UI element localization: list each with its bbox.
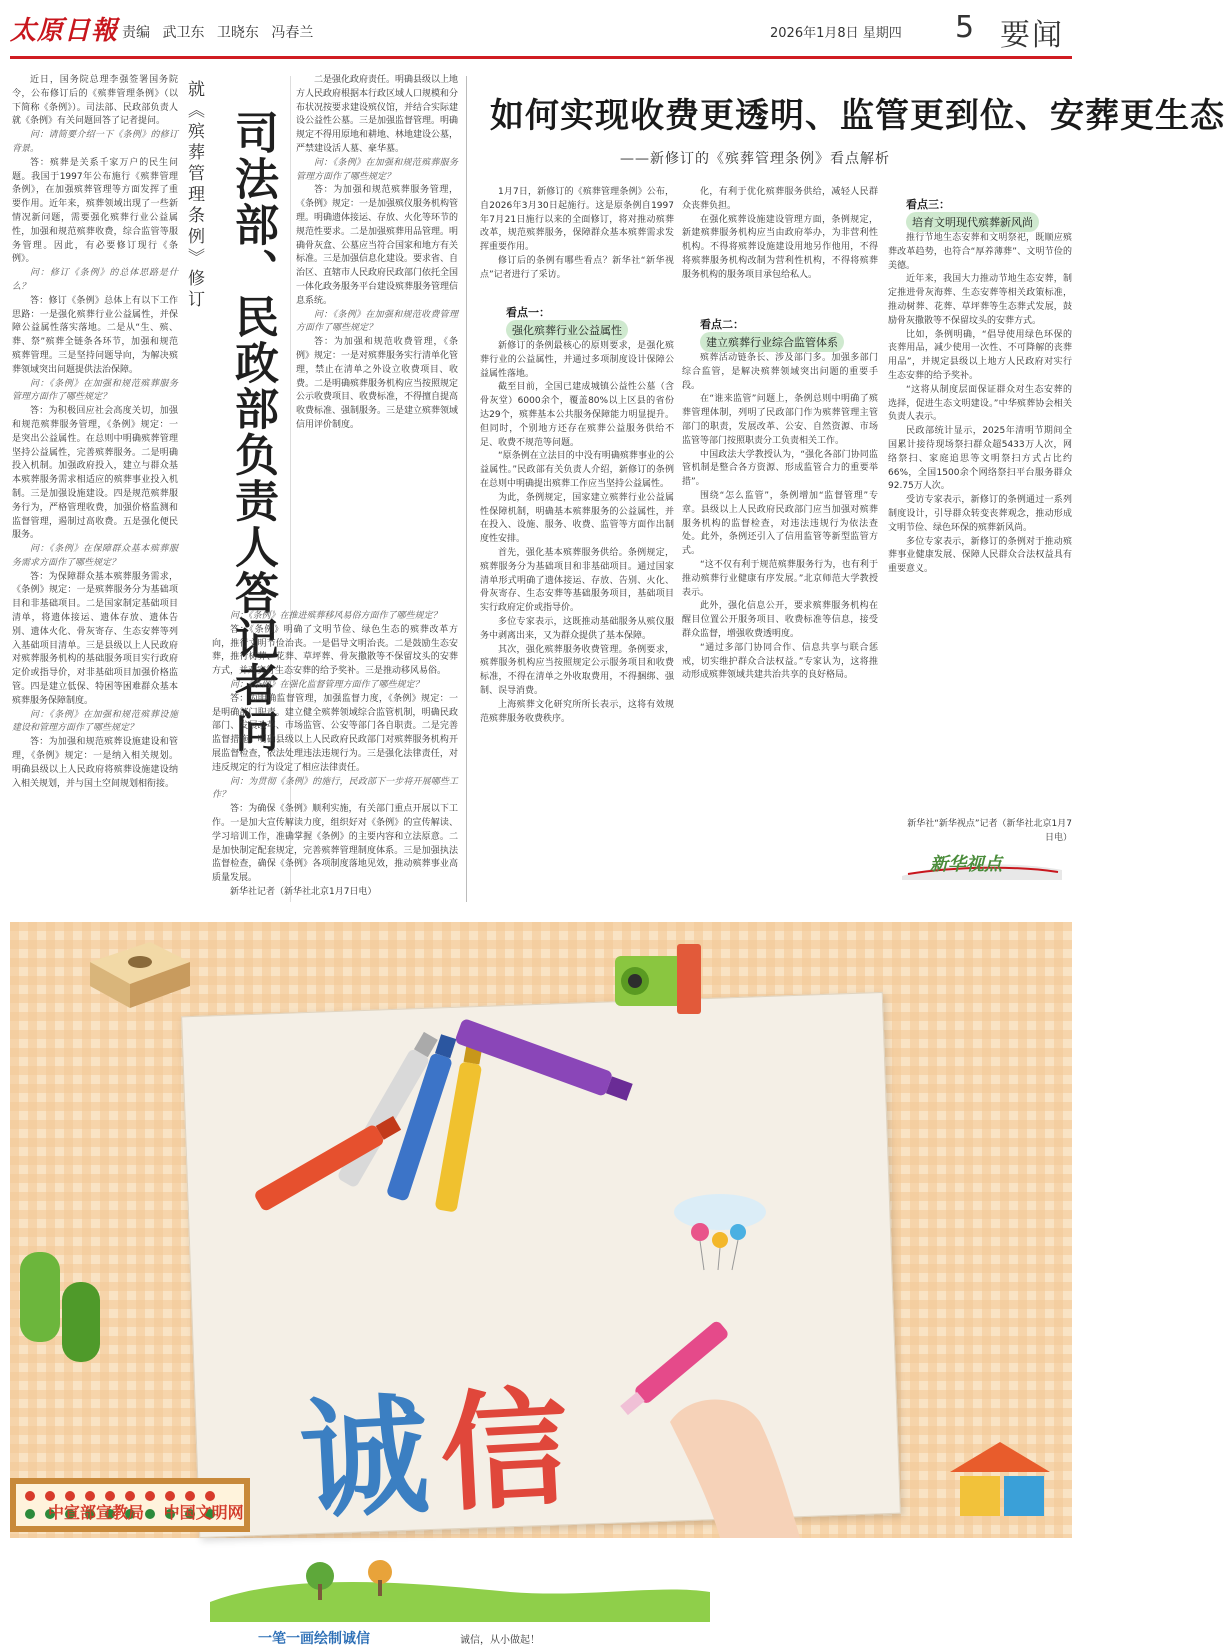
- interview-column-2-top: [296, 74, 458, 606]
- paragraph: 问：《条例》在加强和规范殡葬服务管理方面作了哪些规定？: [12, 378, 178, 403]
- paragraph: 问：《条例》在加强和规范殡葬设施建设和管理方面作了哪些规定？: [12, 709, 178, 734]
- article-divider: [466, 76, 467, 902]
- poster-title-char-1: 诚: [296, 1381, 445, 1538]
- paragraph: 问：请简要介绍一下《条例》的修订背景。: [12, 130, 178, 154]
- point-2-title: 建立殡葬行业综合监管体系: [700, 332, 844, 352]
- paragraph: 答：为加强和规范殡葬设施建设和管理，《条例》规定：一是纳入相关规划。明确县级以上人民政府将殡葬设施建设纳入相关规划，并与国土空间规划相衔接。: [12, 737, 178, 789]
- point-1-label: 看点一：: [506, 306, 550, 319]
- paragraph: 首先，强化基本殡葬服务供给。条例规定，殡葬服务分为基础项目和非基础项目。通过国家清单形式明确了遗体接运、存放、告别、火化、骨灰寄存、生态安葬等基础服务项目，基础项目实行政府定价或指导价。: [480, 547, 674, 614]
- page-number: 5: [955, 10, 975, 45]
- masthead-rule: [10, 56, 1072, 59]
- paragraph: 此外，强化信息公开，要求殡葬服务机构在醒目位置公开服务项目、收费标准等信息，接受群众监督，增强收费透明度。: [682, 601, 878, 639]
- poster-credits: 中宣部宣教局 中国文明网: [48, 1503, 244, 1522]
- paragraph: 在“谁来监管”问题上，条例总则中明确了殡葬管理体制，列明了民政部门作为殡葬管理主管部门的职责，发展改革、公安、自然资源、市场监管等部门按照职责分工负责相关工作。: [682, 394, 878, 446]
- paragraph: 修订后的条例有哪些看点？新华社“新华视点”记者进行了采访。: [480, 255, 674, 280]
- issue-date: 2026年1月8日 星期四: [770, 26, 902, 41]
- balloons-icon: [660, 1172, 800, 1272]
- paragraph: 受访专家表示，新修订的条例通过一系列制度设计，引导群众转变丧葬观念，推动形成文明节俭、绿色环保的殡葬新风尚。: [888, 495, 1072, 533]
- paragraph: 问：《条例》在加强和规范殡葬服务管理方面作了哪些规定？: [296, 157, 458, 182]
- feature-column-2: [682, 352, 878, 904]
- paragraph: 问：《条例》在强化监督管理方面作了哪些规定？: [230, 679, 424, 690]
- public-service-poster: [10, 922, 1072, 1647]
- paragraph: 比如，条例明确，“倡导使用绿色环保的丧葬用品，减少使用一次性、不可降解的丧葬用品”，并规定县级以上地方人民政府对实行生态安葬的给予奖补。: [888, 329, 1072, 381]
- paragraph: 上海殡葬文化研究所所长表示，这将有效规范殡葬服务收费秩序。: [480, 699, 674, 724]
- brand-label: 新华视点: [930, 854, 1002, 875]
- feature-intro: [480, 186, 674, 300]
- grass-scene: [210, 1532, 710, 1622]
- paragraph: 在强化殡葬设施建设管理方面，条例规定，新建殡葬服务机构应当由政府举办，为非营利性机构。不得将殡葬设施建设用地另作他用，不得将殡葬服务机构改制为营利性机构，不得将殡葬服务机构的服务项目承包给私人。: [682, 214, 878, 280]
- paragraph: 近日，国务院总理李强签署国务院令，公布修订后的《殡葬管理条例》（以下简称《条例》）。司法部、民政部负责人就《条例》有关问题回答了记者提问。: [12, 75, 178, 127]
- poster-title-char-2: 信: [436, 1373, 585, 1530]
- point-2-label: 看点二：: [700, 318, 744, 331]
- feature-column-3: [888, 232, 1072, 816]
- interview-column-1: [12, 74, 178, 904]
- paragraph: 化，有利于优化殡葬服务供给，减轻人民群众丧葬负担。: [682, 187, 878, 211]
- paragraph: “通过多部门协同合作、信息共享与联合惩戒，切实维护群众合法权益。”专家认为，这将推动形成殡葬领域共建共治共享的良好格局。: [682, 642, 878, 681]
- paragraph: 中国政法大学教授认为，“强化各部门协同监管机制是整合各方资源、形成监管合力的重要举措”。: [682, 449, 878, 488]
- feature-byline: 新华社“新华视点”记者（新华社北京1月7日电）: [907, 819, 1072, 843]
- paragraph: 围绕“怎么监管”，条例增加“监督管理”专章。县级以上人民政府民政部门应当加强对殡葬服务机构的监督检查，对违法违规行为依法查处。此外，条例还引入了信用监管等新型监管方式。: [682, 490, 878, 557]
- paragraph: 答：为明确监督管理，加强监督力度，《条例》规定：一是明确部门职责。建立健全殡葬领域综合监管机制，明确民政部门、发展改革、市场监管、公安等部门各自职责。二是完善监督措施。明确县级以上人民政府民政部门对殡葬服务机构开展监督检查，依法处理违法违规行为。三是强化法律责任，对违反规定的行为设定了相应法律责任。: [212, 693, 458, 773]
- paragraph: 答：殡葬是关系千家万户的民生问题。我国于1997年公布施行《殡葬管理条例》，在加强殡葬管理等方面发挥了重要作用。近年来，殡葬领域出现了一些新情况新问题，需要强化殡葬行业公益属性，加强和规范殡葬收费，综合监管等服务管理。因此，有必要修订现行《条例》。: [12, 157, 178, 265]
- point-1-title: 强化殡葬行业公益属性: [506, 320, 628, 340]
- paragraph: 二是强化政府责任。明确县级以上地方人民政府根据本行政区域人口规模和分布状况按要求建设殡仪馆，并结合实际建设公益性公墓。三是加强监督管理。明确规定不得用原地和耕地、林地建设公墓，严禁建设活人墓、豪华墓。: [296, 75, 459, 154]
- interview-column-2-bottom: [212, 610, 458, 904]
- point-3-label: 看点三：: [906, 198, 950, 211]
- editors-line: 责编 武卫东 卫晓东 冯春兰: [122, 25, 314, 41]
- paragraph: 新修订的条例最核心的原则要求，是强化殡葬行业的公益属性，并通过多项制度设计保障公益属性落地。: [480, 341, 674, 379]
- paragraph: “这不仅有利于规范殡葬服务行为，也有利于推动殡葬行业健康有序发展。”北京师范大学教授表示。: [682, 559, 878, 598]
- paragraph: 近年来，我国大力推动节地生态安葬，制定推进骨灰海葬、生态安葬等相关政策标准，推动树葬、花葬、草坪葬等生态葬式发展，鼓励骨灰撒散等不保留坟头的安葬方式。: [888, 274, 1072, 326]
- feature-column-2-intro: [682, 186, 878, 310]
- interview-kicker: 就《殡葬管理条例》修订: [184, 80, 204, 311]
- paragraph: 答：为加强和规范殡葬服务管理，《条例》规定：一是加强殡仪服务机构管理。明确遗体接运、存放、火化等环节的规范性要求。二是加强殡葬用品管理。明确骨灰盒、公墓应当符合国家和地方有关标准。三是加强信息化建设。要求省、自治区、直辖市人民政府民政部门依托全国一体化政务服务平台建设殡葬服务管理信息系统。: [296, 185, 459, 306]
- paragraph: 其次，强化殡葬服务收费管理。条例要求，殡葬服务机构应当按照规定公示服务项目和收费标准，不得在清单之外收取费用，不得捆绑、强制、误导消费。: [480, 644, 674, 696]
- green-cylinders-icon: [10, 1242, 110, 1432]
- newspaper-logo: 太原日報: [10, 16, 119, 46]
- paragraph: 问：《条例》在推进殡葬移风易俗方面作了哪些规定？: [230, 611, 442, 621]
- paragraph: 问：《条例》在保障群众基本殡葬服务需求方面作了哪些规定？: [12, 544, 178, 568]
- paragraph: “这将从制度层面保证群众对生态安葬的选择，促进生态文明建设。”中华殡葬协会相关负责人表示。: [888, 384, 1072, 423]
- paragraph: 问：《条例》在加强和规范收费管理方面作了哪些规定？: [296, 309, 458, 334]
- child-hand-icon: [600, 1312, 820, 1538]
- paragraph: 民政部统计显示，2025年清明节期间全国累计接待现场祭扫群众超5433万人次，网络祭扫、家庭追思等文明祭扫方式占比约66%，全国1500余个网络祭扫平台服务群众92.75万人次。: [888, 426, 1072, 492]
- paragraph: 为此，条例规定，国家建立殡葬行业公益属性保障机制，明确基本殡葬服务的公益属性，并在投入、设施、服务、收费、监管等方面作出制度性安排。: [480, 492, 674, 545]
- paragraph: 问：修订《条例》的总体思路是什么？: [12, 268, 178, 292]
- paragraph: 问：为贯彻《条例》的施行，民政部下一步将开展哪些工作？: [212, 776, 458, 801]
- paragraph: 截至目前，全国已建成城镇公益性公墓（含骨灰堂）6000余个，覆盖80%以上区县的省份达29个，殡葬基本公共服务保障能力明显提升。但同时，个别地方还存在殡葬公益服务供给不足、收费不规范等问题。: [480, 382, 674, 448]
- masthead: [0, 0, 1080, 58]
- paragraph: 答：修订《条例》总体上有以下工作思路：一是强化殡葬行业公益属性，并保障公益属性落实落地。二是从“生、殡、葬、祭”殡葬全链条各环节，加强和规范殡葬管理。三是坚持问题导向，为解决殡葬领域突出问题提供法治保障。: [12, 295, 178, 375]
- paragraph: 多位专家表示，这既推动基础服务从殡仪服务中剥离出来，又为群众提供了基本保障。: [480, 616, 674, 641]
- poster-slogan: 一笔一画绘制诚信: [258, 1631, 370, 1647]
- paragraph: 答：为保障群众基本殡葬服务需求，《条例》规定：一是殡葬服务分为基础项目和非基础项目。二是国家制定基础项目清单，将遗体接运、遗体存放、遗体告别、遗体火化、骨灰寄存、生态安葬等列入基础项目清单。三是县级以上人民政府对殡葬服务机构的基础服务项目实行政府定价或指导价，对非基础项目加强价格监管。四是建立低保、特困等困难群众基本殡葬服务保障制度。: [12, 571, 178, 706]
- section-name: 要闻: [1000, 18, 1064, 53]
- paragraph: “原条例在立法目的中没有明确殡葬事业的公益属性。”民政部有关负责人介绍，新修订的条例在总则中明确提出殡葬工作应当坚持公益属性。: [480, 451, 674, 489]
- colored-blocks-icon: [940, 1432, 1060, 1532]
- wooden-block-icon: [80, 932, 200, 1012]
- paragraph: 1月7日，新修订的《殡葬管理条例》公布，自2026年3月30日起施行。这是原条例自1997年7月21日施行以来的全面修订，将对推动殡葬改革，规范殡葬服务，保障群众基本殡葬需求发挥重要作用。: [480, 187, 674, 253]
- point-2-heading: [700, 316, 844, 352]
- point-3-title: 培育文明现代殡葬新风尚: [906, 212, 1039, 232]
- poster-title: [295, 1345, 584, 1543]
- paragraph: 答：为确保《条例》顺利实施，有关部门重点开展以下工作。一是加大宣传解读力度，组织好对《条例》的宣传解读、学习培训工作，准确掌握《条例》的主要内容和立法原意。二是加快制定配套规定，完善殡葬管理制度体系。三是加强执法监督检查，确保《条例》各项制度落地见效，推动殡葬事业高质量发展。: [212, 804, 458, 884]
- feature-headline: 如何实现收费更透明、监管更到位、安葬更生态: [490, 96, 1225, 136]
- paragraph: 多位专家表示，新修订的条例对于推动殡葬事业健康发展、保障人民群众合法权益具有重要意义。: [888, 536, 1072, 575]
- feature-column-1: [480, 340, 674, 904]
- paragraph: 殡葬活动链条长、涉及部门多。加强多部门综合监管，是解决殡葬领域突出问题的重要手段。: [682, 353, 878, 391]
- paragraph: 答：《条例》明确了文明节俭、绿色生态的殡葬改革方向，推行文明节俭治丧。一是倡导文明治丧。二是鼓励生态安葬，推行树葬、花葬、草坪葬、骨灰撒散等不保留坟头的安葬方式，并对实行生态安葬的给予奖补。三是推动移风易俗。: [212, 624, 458, 677]
- paragraph: 推行节地生态安葬和文明祭祀，既顺应殡葬改革趋势，也符合“厚养薄葬”、文明节俭的美德。: [888, 233, 1072, 271]
- feature-subhead: ——新修订的《殡葬管理条例》看点解析: [620, 151, 890, 167]
- poster-tagline: 诚信，从小做起！: [460, 1635, 540, 1646]
- interview-title: 司法部、民政部负责人答记者问: [227, 110, 278, 754]
- point-1-heading: [506, 304, 628, 340]
- paragraph: 答：为加强和规范收费管理，《条例》规定：一是对殡葬服务实行清单化管理，禁止在清单之外设立收费项目、收费。二是明确殡葬服务机构应当按照规定公示收费项目、收费标准，不得擅自提高收费标准、强制服务。三是建立殡葬领域信用评价制度。: [296, 337, 459, 430]
- point-3-heading: [906, 196, 1039, 232]
- paragraph: 新华社记者（新华社北京1月7日电）: [230, 886, 377, 897]
- paragraph: 答：为积极回应社会高度关切，加强和规范殡葬服务管理，《条例》规定：一是突出公益属性。在总则中明确殡葬管理坚持公益属性，完善殡葬服务。二是明确投入机制。加强政府投入，建立与群众基本殡葬服务需求相适应的殡葬事业投入机制。三是加强设施建设。四是规范殡葬服务行为，严格管理收费，加强价格监测和监督管理，遏制过高收费。五是强化便民服务。: [12, 406, 178, 541]
